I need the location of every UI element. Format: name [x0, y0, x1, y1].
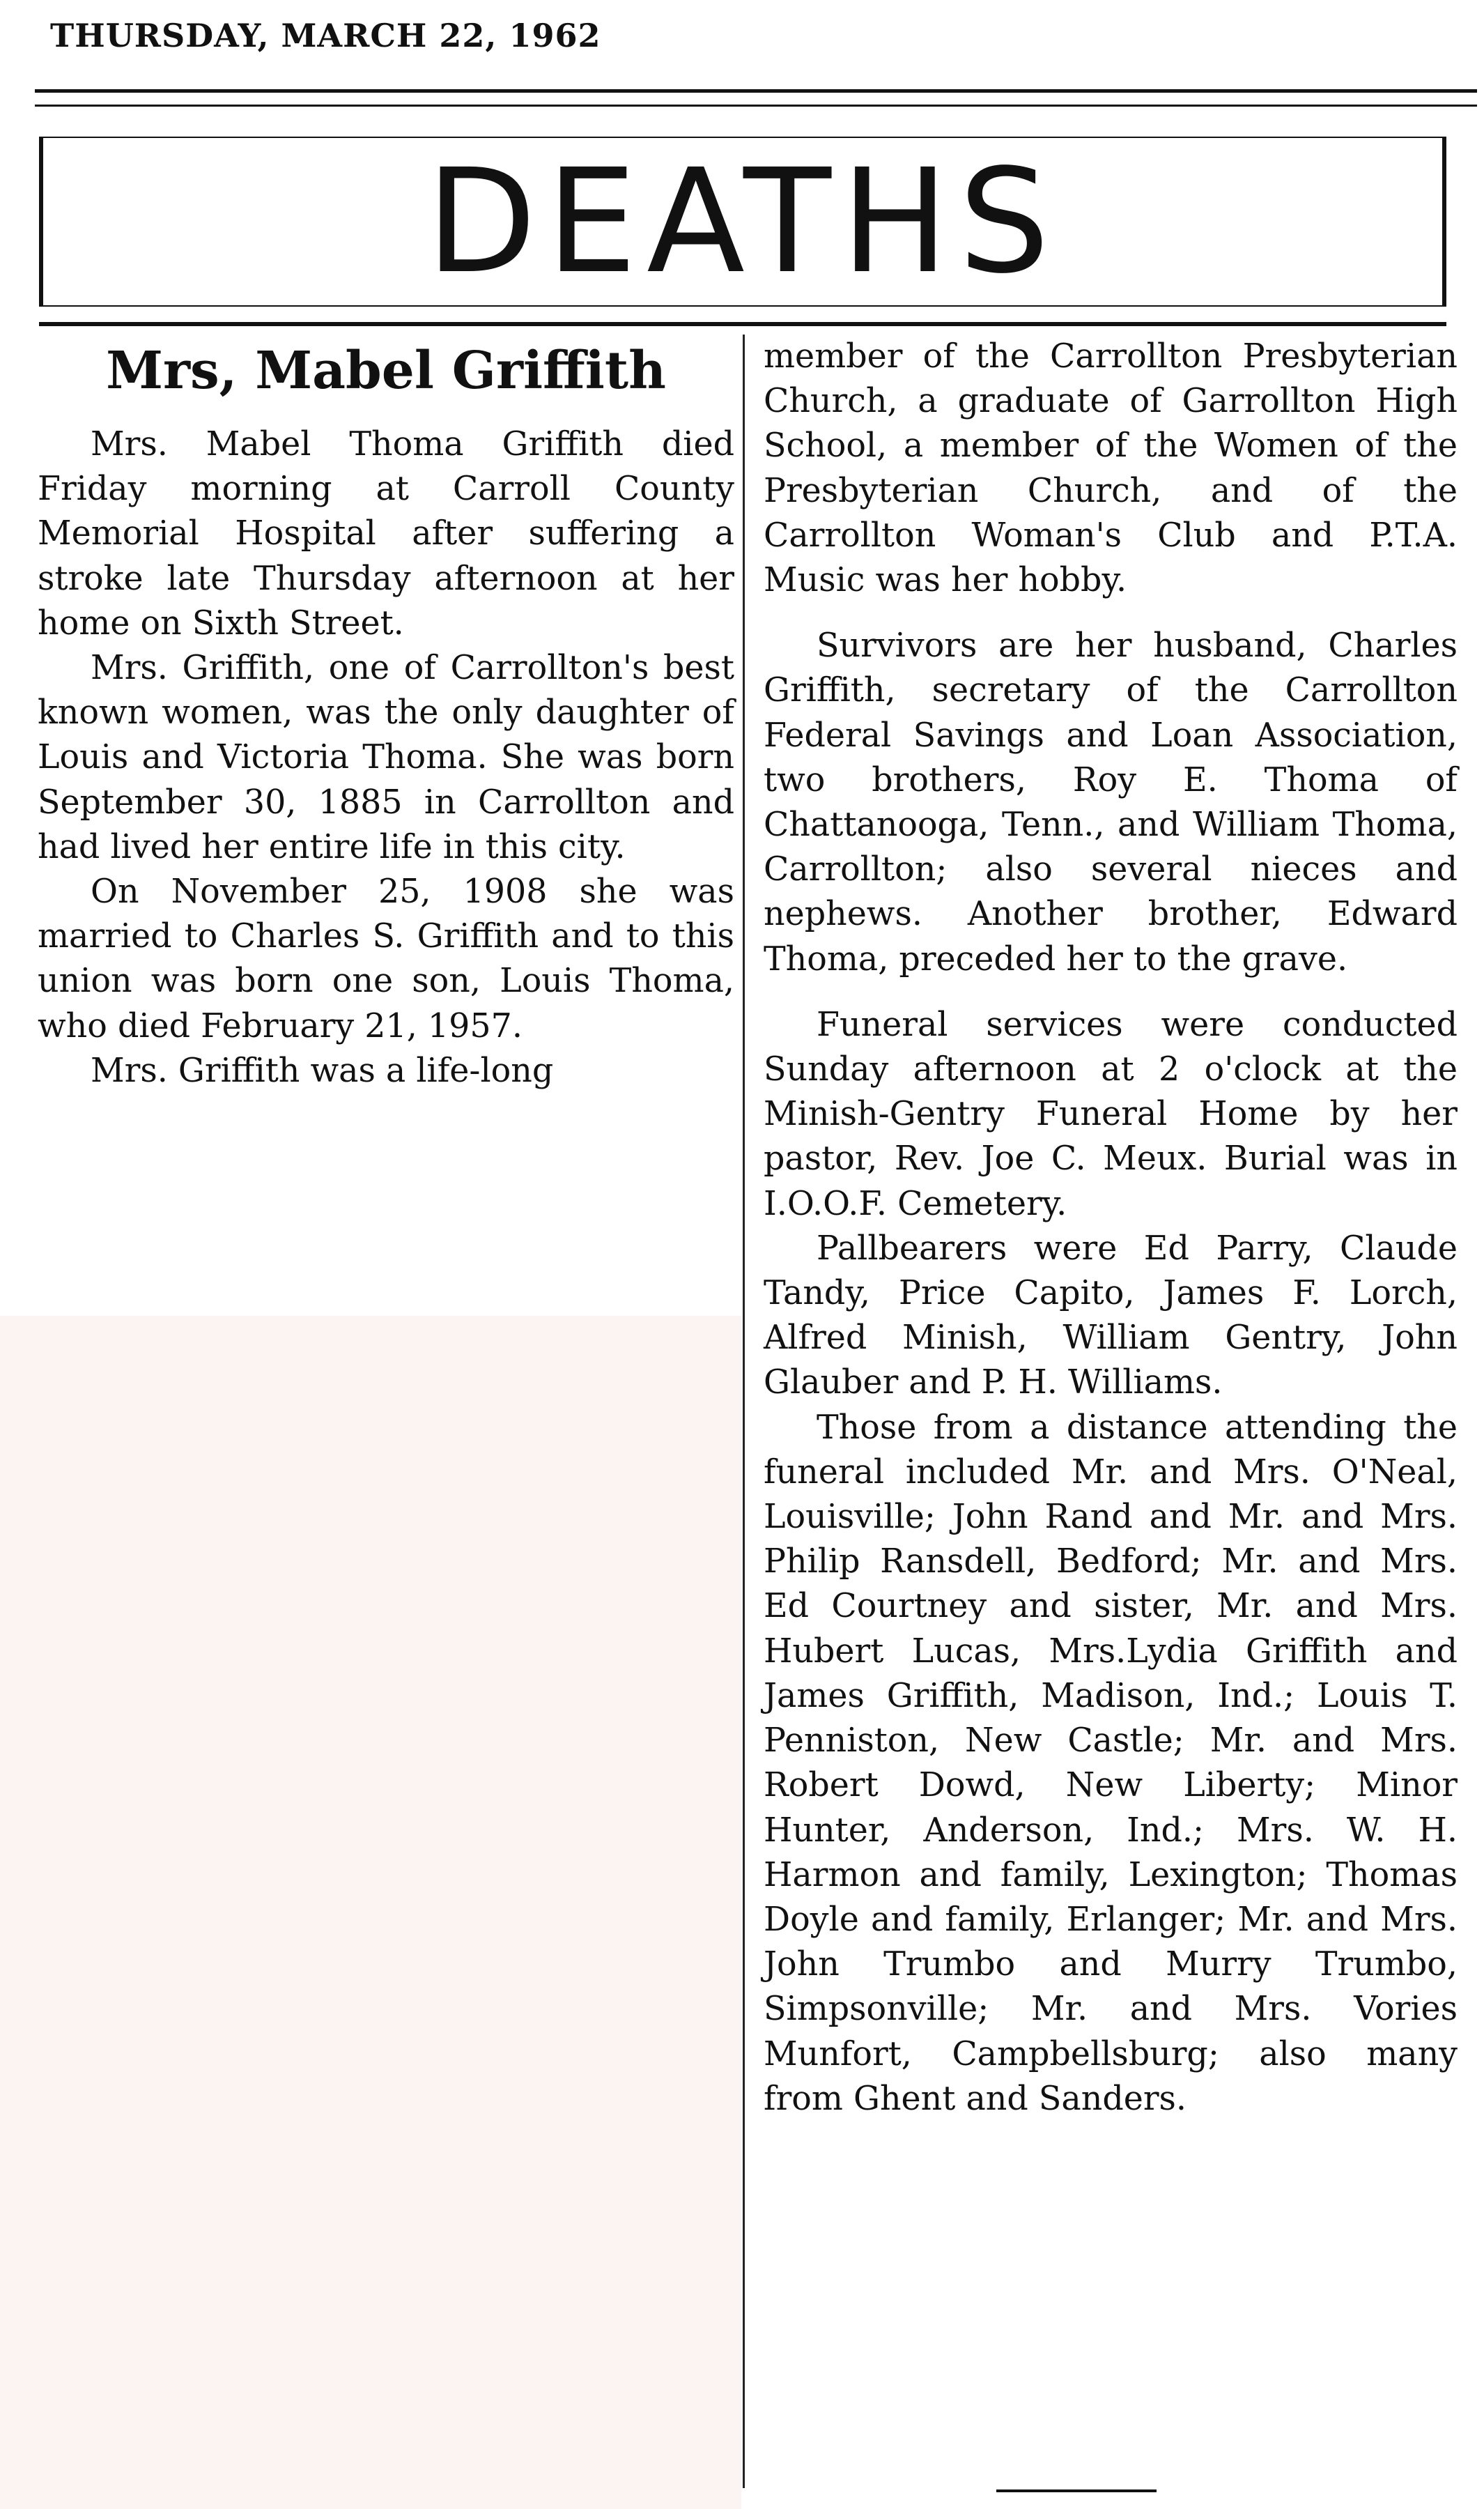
paragraph-membership-cont: member of the Carrollton Presbyterian Church, a graduate of Garrollton High School, a member of the Women of the Presbyterian Church, and of the Carrollton Woman's Club and P.T.A. Music was her hobby. [764, 337, 1458, 600]
paragraph-pallbearers: Pallbearers were Ed Parry, Claude Tandy, Price Capito, James F. Lorch, Alfred Minish, William Gentry, John Glauber and P. H. Williams. [764, 1229, 1458, 1402]
blank-area [0, 1316, 741, 2509]
section-title: DEATHS [426, 138, 1060, 305]
top-rule-thin [35, 105, 1477, 107]
top-rule [35, 89, 1477, 93]
paragraph-funeral: Funeral services were conducted Sunday afternoon at 2 o'clock at the Minish-Gentry Funeral Home by her pastor, Rev. Joe C. Meux. Burial was in I.O.O.F. Cemetery. [764, 1005, 1458, 1223]
paragraph-attendees: Those from a distance attending the funeral included Mr. and Mrs. O'Neal, Louisville; John Rand and Mr. and Mrs. Philip Ransdell, Bedford; Mr. and Mrs. Ed Courtney and sister, Mr. and Mrs. Hubert Lucas, Mrs.Lydia Griffith and James Griffith, Madison, Ind.; Louis T. Penniston, New Castle; Mr. and Mrs. Robert Dowd, New Liberty; Minor Hunter, Anderson, Ind.; Mrs. W. H. Harmon and family, Lexington; Thomas Doyle and family, Erlanger; Mr. and Mrs. John Trumbo and Murry Trumbo, Simpsonville; Mr. and Mrs. Vories Munfort, Campbellsburg; also many from Ghent and Sanders. [764, 1408, 1458, 2118]
banner-underline [39, 322, 1446, 326]
paragraph-membership-start: Mrs. Griffith was a life-long [91, 1051, 554, 1090]
section-banner [39, 137, 1446, 307]
paragraph-biography: Mrs. Griffith, one of Carrollton's best known women, was the only daughter of Louis and Victoria Thoma. She was born September 30, 1885 in Carrollton and had lived her entire life in this city. [38, 649, 734, 866]
column-divider [743, 335, 745, 2488]
paragraph-marriage: On November 25, 1908 she was married to Charles S. Griffith and to this union was born one son, Louis Thoma, who died February 21, 1957. [38, 873, 734, 1045]
right-column [764, 335, 1458, 2121]
obituary-title: Mrs, Mabel Griffith [106, 341, 666, 401]
dateline: THURSDAY, MARCH 22, 1962 [50, 17, 601, 54]
end-rule [996, 2489, 1157, 2492]
paragraph-survivors: Survivors are her husband, Charles Griffith, secretary of the Carrollton Federal Savings and Loan Association, two brothers, Roy E. Thoma of Chattanooga, Tenn., and William Thoma, Carrollton; also several nieces and nephews. Another brother, Edward Thoma, preceded her to the grave. [764, 627, 1458, 979]
paragraph-death: Mrs. Mabel Thoma Griffith died Friday morning at Carroll County Memorial Hospital after suffering a stroke late Thursday afternoon at her home on Sixth Street. [38, 425, 734, 643]
left-column [38, 335, 734, 1094]
